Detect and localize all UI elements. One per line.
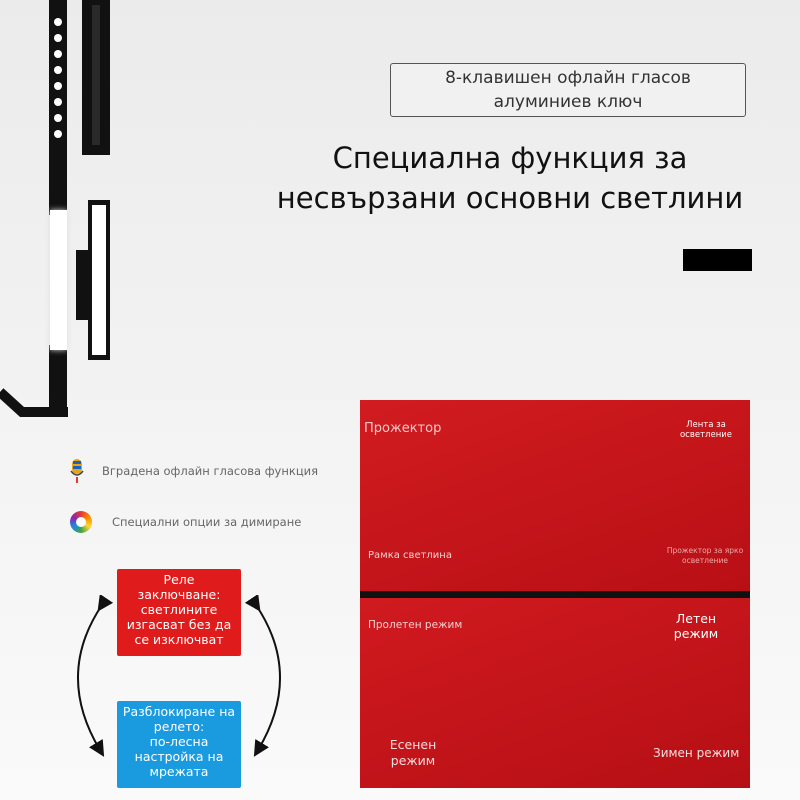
key-winter-mode[interactable]: Зимен режим (653, 746, 740, 760)
key-summer-mode-line: Летен (675, 611, 717, 626)
key-autumn-mode[interactable] (378, 737, 448, 769)
feature-voice-label: Вградена офлайн гласова функция (102, 464, 319, 478)
key-autumn-mode-line: режим (390, 753, 436, 768)
feature-dimming (70, 508, 301, 536)
key-bright-spotlight-line: осветление (682, 556, 728, 565)
product-name-line1: 8-клавишен офлайн гласов (445, 68, 691, 88)
relay-unlock-line: мрежата (149, 764, 209, 779)
switch-panel-bottom (360, 598, 750, 788)
switch-panel-top (360, 400, 750, 591)
feature-dimming-label: Специални опции за димиране (112, 515, 302, 529)
relay-unlock-line: настройка на (134, 749, 224, 764)
toggle-arrows (60, 595, 300, 760)
product-name-line2: алуминиев ключ (493, 92, 643, 112)
relay-lock-line: Реле (163, 572, 195, 587)
microphone-icon (70, 458, 84, 484)
page-title (250, 138, 770, 218)
key-bright-spotlight-line: Прожектор за ярко (666, 546, 744, 555)
relay-lock-line: изгасват без да (126, 617, 232, 632)
key-frame-light[interactable]: Рамка светлина (368, 550, 452, 561)
title-line1: Специална функция за (332, 141, 688, 175)
panel-separator (360, 591, 750, 598)
relay-unlock-line: релето: (153, 719, 205, 734)
color-wheel-icon (70, 511, 92, 533)
relay-lock-line: заключване: (137, 587, 221, 602)
relay-lock-line: светлините (140, 602, 218, 617)
key-bright-spotlight[interactable] (655, 546, 755, 566)
decorative-black-bar (683, 249, 752, 271)
key-light-strip-line: осветление (679, 430, 733, 440)
key-light-strip[interactable] (670, 420, 742, 440)
title-line2: несвързани основни светлини (276, 181, 744, 215)
product-name-box (390, 63, 746, 117)
key-summer-mode[interactable] (660, 611, 732, 641)
key-summer-mode-line: режим (673, 626, 719, 641)
feature-voice (70, 457, 318, 485)
key-spotlight[interactable]: Прожектор (364, 421, 442, 436)
relay-unlock-line: Разблокиране на (122, 704, 236, 719)
relay-lock-line: се изключват (134, 632, 224, 647)
key-spring-mode[interactable]: Пролетен режим (368, 619, 463, 631)
key-light-strip-line: Лента за (686, 420, 726, 430)
key-autumn-mode-line: Есенен (389, 737, 437, 752)
relay-unlock-line: по-лесна (149, 734, 209, 749)
